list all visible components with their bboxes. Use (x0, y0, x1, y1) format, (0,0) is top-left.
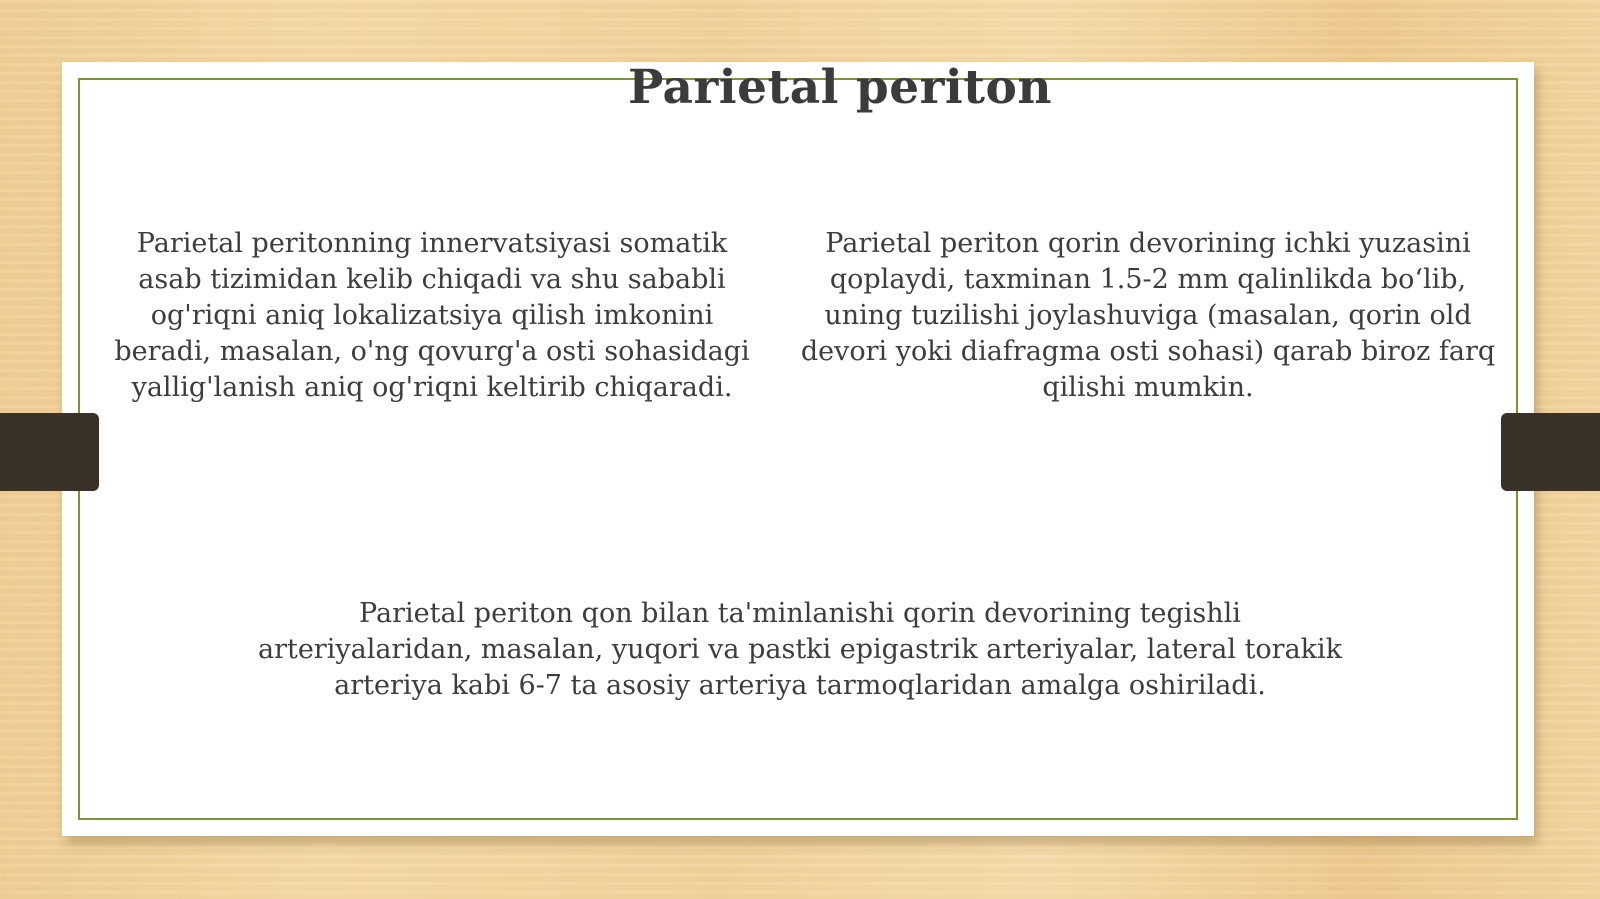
paragraph-structure: Parietal periton qorin devorining ichki yuzasini qoplaydi, taxminan 1.5-2 mm qalinlikda bo‘lib, uning tuzilishi joylashuviga (masalan, qorin old devori yoki diafragma osti sohasi) qarab biroz farq qilishi mumkin. (800, 228, 1496, 403)
paragraph-blood-supply: Parietal periton qon bilan ta'minlanishi qorin devorining tegishli arteriyalaridan, masalan, yuqori va pastki epigastrik arteriyalar, lateral torakik arteriya kabi 6-7 ta asosiy arteriya tarmoqlaridan amalga oshiriladi. (257, 598, 1343, 701)
slide-card (62, 62, 1534, 836)
left-decorative-tab (0, 413, 99, 491)
slide-title: Parietal periton (627, 60, 1053, 115)
slide-frame-border (78, 78, 1518, 820)
right-decorative-tab (1501, 413, 1600, 491)
paragraph-innervation: Parietal peritonning innervatsiyasi somatik asab tizimidan kelib chiqadi va shu sababli og'riqni aniq lokalizatsiya qilish imkonini beradi, masalan, o'ng qovurg'a osti sohasidagi yallig'lanish aniq og'riqni keltirib chiqaradi. (114, 228, 750, 403)
